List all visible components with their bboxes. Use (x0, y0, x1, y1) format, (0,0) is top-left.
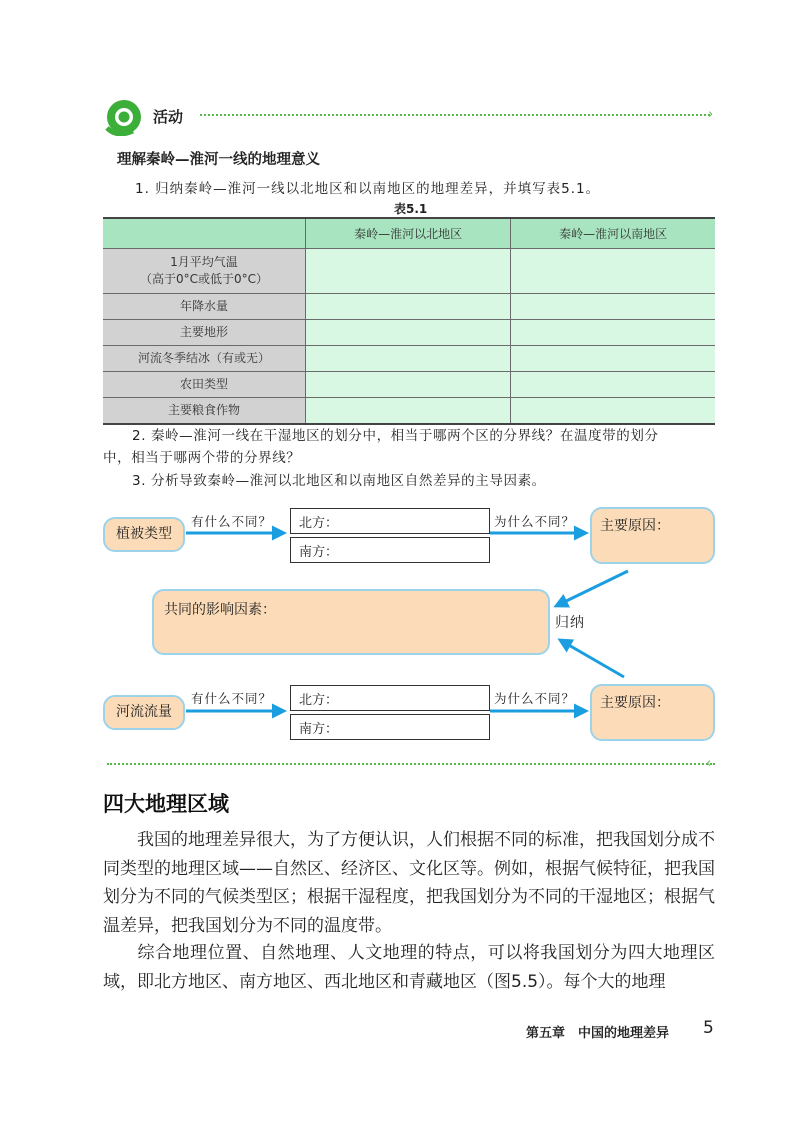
arrow-reason-bottom-to-common (560, 640, 624, 677)
vegetation-type-label: 植被类型 (116, 526, 172, 542)
activity-question-1: 1. 归纳秦岭—淮河一线以北地区和以南地区的地理差异，并填写表5.1。 (135, 181, 601, 197)
why-diff-label-top: 为什么不同？ (494, 514, 576, 529)
main-reason-label: 主要原因： (600, 695, 670, 711)
table-caption: 表5.1 (394, 202, 428, 216)
paragraph-text: 综合地理位置、自然地理、人文地理的特点，可以将我国划分为四大地理区域，即北方地区、南方地区、西北地区和青藏地区（图5.5）。每个大的地理 (103, 943, 715, 992)
activity-title: 活动 (153, 108, 184, 126)
what-diff-label-bottom: 有什么不同？ (191, 691, 273, 706)
chevron-right-icon: › (708, 107, 714, 122)
table-header-north: 秦岭—淮河以北地区 (306, 218, 511, 249)
main-reason-box-bottom[interactable] (590, 684, 715, 741)
arrow-reason-top-to-common (556, 571, 628, 606)
main-reason-box-top[interactable] (590, 507, 715, 564)
row-label-crops: 主要粮食作物 (103, 398, 306, 425)
north-answer-box-top[interactable] (290, 508, 490, 534)
footer-chapter-title: 第五章 中国的地理差异 (526, 1026, 670, 1041)
river-flow-label: 河流流量 (116, 704, 172, 720)
summarize-label: 归纳 (555, 615, 585, 631)
row-label-river-freezing: 河流冬季结冰（有或无） (103, 346, 306, 372)
main-reason-label: 主要原因： (600, 518, 670, 534)
section-paragraph-2 (103, 939, 715, 996)
activity-divider-bottom (107, 763, 715, 765)
row-label-line: （高于0°C或低于0°C） (139, 272, 269, 286)
activity-question-2-line-2: 中，相当于哪两个带的分界线？ (103, 450, 301, 466)
row-label-terrain: 主要地形 (103, 320, 306, 346)
page-number: 5 (703, 1018, 714, 1038)
activity-question-3: 3. 分析导致秦岭—淮河以北地区和以南地区自然差异的主导因素。 (132, 473, 546, 489)
common-factor-label: 共同的影响因素： (164, 602, 276, 618)
why-diff-label-bottom: 为什么不同？ (494, 691, 576, 706)
south-label: 南方： (299, 545, 339, 560)
row-label-precipitation: 年降水量 (103, 294, 306, 320)
row-label-line: 1月平均气温 (170, 255, 238, 269)
vegetation-type-box (103, 517, 185, 552)
south-answer-box-bottom[interactable] (290, 714, 490, 740)
north-label: 北方： (299, 516, 339, 531)
river-flow-box (103, 695, 185, 730)
section-title: 四大地理区域 (103, 792, 229, 816)
common-factor-box[interactable] (152, 589, 550, 655)
paragraph-text: 我国的地理差异很大，为了方便认识，人们根据不同的标准，把我国划分成不同类型的地理区域——自然区、经济区、文化区等。例如，根据气候特征，把我国划分为不同的气候类型区；根据干湿程度，把我国划分为不同的干湿地区；根据气温差异，把我国划分为不同的温度带。 (103, 830, 715, 936)
chevron-left-icon: ‹ (706, 756, 712, 771)
activity-question-2-line-1: 2. 秦岭—淮河一线在干湿地区的划分中，相当于哪两个区的分界线？在温度带的划分 (132, 428, 659, 444)
south-answer-box-top[interactable] (290, 537, 490, 563)
north-label: 北方： (299, 693, 339, 708)
activity-heading: 理解秦岭—淮河一线的地理意义 (117, 152, 320, 168)
south-label: 南方： (299, 722, 339, 737)
section-paragraph-1 (103, 826, 715, 940)
table-header-south: 秦岭—淮河以南地区 (511, 218, 715, 249)
north-answer-box-bottom[interactable] (290, 685, 490, 711)
what-diff-label-top: 有什么不同？ (191, 514, 273, 529)
row-label-farmland: 农田类型 (103, 372, 306, 398)
